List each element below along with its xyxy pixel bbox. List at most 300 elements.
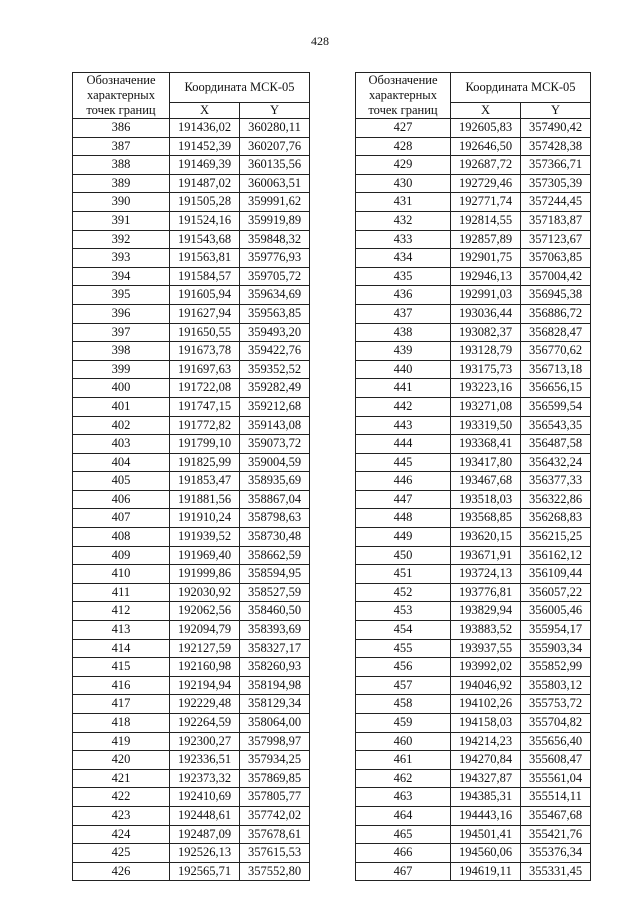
table-row xyxy=(356,435,591,454)
table-row xyxy=(356,416,591,435)
point-number-cell: 434 xyxy=(356,249,451,268)
x-coordinate-cell: 191969,40 xyxy=(170,546,240,565)
table-body-left xyxy=(73,119,310,881)
table-row xyxy=(356,174,591,193)
table-row xyxy=(356,193,591,212)
point-number-cell: 412 xyxy=(73,602,170,621)
table-row xyxy=(356,676,591,695)
y-coordinate-cell: 356543,35 xyxy=(521,416,591,435)
y-coordinate-cell: 359212,68 xyxy=(240,397,310,416)
y-coordinate-cell: 358935,69 xyxy=(240,472,310,491)
y-coordinate-cell: 357004,42 xyxy=(521,267,591,286)
table-row xyxy=(73,230,310,249)
point-number-cell: 443 xyxy=(356,416,451,435)
x-coordinate-cell: 191524,16 xyxy=(170,211,240,230)
x-coordinate-cell: 192487,09 xyxy=(170,825,240,844)
y-coordinate-cell: 357063,85 xyxy=(521,249,591,268)
table-body-right xyxy=(356,119,591,881)
x-coordinate-cell: 193319,50 xyxy=(451,416,521,435)
x-coordinate-cell: 193417,80 xyxy=(451,453,521,472)
coordinates-table-left xyxy=(72,72,310,881)
y-coordinate-cell: 359991,62 xyxy=(240,193,310,212)
y-coordinate-cell: 358594,95 xyxy=(240,565,310,584)
y-coordinate-cell: 357552,80 xyxy=(240,862,310,881)
x-coordinate-cell: 192160,98 xyxy=(170,658,240,677)
x-coordinate-cell: 192526,13 xyxy=(170,844,240,863)
table-row xyxy=(356,732,591,751)
x-coordinate-cell: 193175,73 xyxy=(451,360,521,379)
y-coordinate-cell: 359004,59 xyxy=(240,453,310,472)
point-number-cell: 402 xyxy=(73,416,170,435)
y-coordinate-cell: 357615,53 xyxy=(240,844,310,863)
x-coordinate-cell: 194214,23 xyxy=(451,732,521,751)
x-coordinate-cell: 192194,94 xyxy=(170,676,240,695)
y-coordinate-cell: 358460,50 xyxy=(240,602,310,621)
point-number-cell: 438 xyxy=(356,323,451,342)
y-coordinate-cell: 356057,22 xyxy=(521,583,591,602)
table-row xyxy=(73,825,310,844)
point-number-cell: 432 xyxy=(356,211,451,230)
x-coordinate-cell: 192264,59 xyxy=(170,714,240,733)
point-number-cell: 436 xyxy=(356,286,451,305)
x-coordinate-cell: 192991,03 xyxy=(451,286,521,305)
table-row xyxy=(73,509,310,528)
y-coordinate-cell: 356162,12 xyxy=(521,546,591,565)
point-number-cell: 463 xyxy=(356,788,451,807)
point-number-cell: 417 xyxy=(73,695,170,714)
x-coordinate-cell: 193776,81 xyxy=(451,583,521,602)
table-row xyxy=(73,435,310,454)
x-coordinate-cell: 194619,11 xyxy=(451,862,521,881)
y-coordinate-cell: 358129,34 xyxy=(240,695,310,714)
x-coordinate-cell: 192946,13 xyxy=(451,267,521,286)
x-coordinate-cell: 192814,55 xyxy=(451,211,521,230)
point-number-cell: 454 xyxy=(356,621,451,640)
point-number-cell: 407 xyxy=(73,509,170,528)
point-number-cell: 433 xyxy=(356,230,451,249)
x-coordinate-cell: 192094,79 xyxy=(170,621,240,640)
point-number-cell: 409 xyxy=(73,546,170,565)
y-coordinate-cell: 358393,69 xyxy=(240,621,310,640)
point-number-cell: 395 xyxy=(73,286,170,305)
y-coordinate-cell: 358867,04 xyxy=(240,490,310,509)
x-coordinate-cell: 191452,39 xyxy=(170,137,240,156)
point-number-cell: 426 xyxy=(73,862,170,881)
y-coordinate-cell: 355753,72 xyxy=(521,695,591,714)
table-row xyxy=(356,788,591,807)
x-coordinate-cell: 192410,69 xyxy=(170,788,240,807)
point-number-cell: 425 xyxy=(73,844,170,863)
y-coordinate-cell: 355903,34 xyxy=(521,639,591,658)
x-coordinate-cell: 194102,26 xyxy=(451,695,521,714)
point-number-cell: 389 xyxy=(73,174,170,193)
y-coordinate-cell: 357678,61 xyxy=(240,825,310,844)
point-number-cell: 447 xyxy=(356,490,451,509)
table-row xyxy=(73,714,310,733)
table-row xyxy=(356,472,591,491)
x-coordinate-cell: 192336,51 xyxy=(170,751,240,770)
table-row xyxy=(356,379,591,398)
table-row xyxy=(356,137,591,156)
y-coordinate-cell: 359073,72 xyxy=(240,435,310,454)
point-designation-header: Обозначение характерных точек границ xyxy=(73,73,170,119)
table-row xyxy=(73,546,310,565)
y-coordinate-cell: 356377,33 xyxy=(521,472,591,491)
y-coordinate-cell: 356109,44 xyxy=(521,565,591,584)
y-coordinate-cell: 355852,99 xyxy=(521,658,591,677)
point-number-cell: 414 xyxy=(73,639,170,658)
table-row xyxy=(73,323,310,342)
point-number-cell: 411 xyxy=(73,583,170,602)
table-row xyxy=(73,286,310,305)
x-coordinate-cell: 191697,63 xyxy=(170,360,240,379)
y-coordinate-cell: 358064,00 xyxy=(240,714,310,733)
x-coordinate-cell: 194046,92 xyxy=(451,676,521,695)
x-coordinate-cell: 191505,28 xyxy=(170,193,240,212)
table-row xyxy=(73,658,310,677)
x-coordinate-cell: 192901,75 xyxy=(451,249,521,268)
coordinate-system-header: Координата МСК-05 xyxy=(451,73,591,103)
x-coordinate-cell: 191722,08 xyxy=(170,379,240,398)
point-number-cell: 386 xyxy=(73,119,170,138)
y-coordinate-cell: 357490,42 xyxy=(521,119,591,138)
point-number-cell: 388 xyxy=(73,156,170,175)
y-column-header: Y xyxy=(521,103,591,119)
y-coordinate-cell: 356828,47 xyxy=(521,323,591,342)
table-row xyxy=(73,695,310,714)
point-number-cell: 422 xyxy=(73,788,170,807)
table-row xyxy=(73,267,310,286)
table-row xyxy=(73,583,310,602)
table-row xyxy=(73,304,310,323)
table-row xyxy=(356,621,591,640)
table-row xyxy=(73,862,310,881)
point-number-cell: 420 xyxy=(73,751,170,770)
x-coordinate-cell: 191563,81 xyxy=(170,249,240,268)
table-row xyxy=(356,658,591,677)
point-number-cell: 391 xyxy=(73,211,170,230)
x-coordinate-cell: 194560,06 xyxy=(451,844,521,863)
y-coordinate-cell: 358327,17 xyxy=(240,639,310,658)
point-number-cell: 405 xyxy=(73,472,170,491)
point-number-cell: 455 xyxy=(356,639,451,658)
table-row xyxy=(356,565,591,584)
coordinate-system-header: Координата МСК-05 xyxy=(170,73,310,103)
table-row xyxy=(356,156,591,175)
y-coordinate-cell: 355376,34 xyxy=(521,844,591,863)
point-number-cell: 427 xyxy=(356,119,451,138)
point-number-cell: 401 xyxy=(73,397,170,416)
x-coordinate-cell: 194158,03 xyxy=(451,714,521,733)
x-coordinate-cell: 193082,37 xyxy=(451,323,521,342)
point-number-cell: 451 xyxy=(356,565,451,584)
table-row xyxy=(356,304,591,323)
point-number-cell: 450 xyxy=(356,546,451,565)
table-row xyxy=(356,267,591,286)
table-row xyxy=(356,862,591,881)
x-coordinate-cell: 194385,31 xyxy=(451,788,521,807)
x-coordinate-cell: 192300,27 xyxy=(170,732,240,751)
x-coordinate-cell: 192229,48 xyxy=(170,695,240,714)
x-coordinate-cell: 193467,68 xyxy=(451,472,521,491)
point-designation-header: Обозначение характерных точек границ xyxy=(356,73,451,119)
point-number-cell: 393 xyxy=(73,249,170,268)
x-coordinate-cell: 191543,68 xyxy=(170,230,240,249)
y-coordinate-cell: 357183,87 xyxy=(521,211,591,230)
table-row xyxy=(73,490,310,509)
x-coordinate-cell: 192062,56 xyxy=(170,602,240,621)
y-coordinate-cell: 356215,25 xyxy=(521,528,591,547)
table-row xyxy=(73,137,310,156)
x-coordinate-cell: 191605,94 xyxy=(170,286,240,305)
y-coordinate-cell: 356770,62 xyxy=(521,342,591,361)
x-coordinate-cell: 191825,99 xyxy=(170,453,240,472)
table-row xyxy=(73,732,310,751)
y-coordinate-cell: 358730,48 xyxy=(240,528,310,547)
table-row xyxy=(356,751,591,770)
point-number-cell: 445 xyxy=(356,453,451,472)
table-row xyxy=(356,546,591,565)
x-coordinate-cell: 192729,46 xyxy=(451,174,521,193)
point-number-cell: 431 xyxy=(356,193,451,212)
y-coordinate-cell: 355656,40 xyxy=(521,732,591,751)
table-row xyxy=(356,323,591,342)
table-row xyxy=(73,769,310,788)
point-number-cell: 467 xyxy=(356,862,451,881)
x-column-header: X xyxy=(170,103,240,119)
point-number-cell: 403 xyxy=(73,435,170,454)
table-row xyxy=(73,676,310,695)
point-number-cell: 421 xyxy=(73,769,170,788)
point-number-cell: 429 xyxy=(356,156,451,175)
y-coordinate-cell: 356322,86 xyxy=(521,490,591,509)
table-row xyxy=(73,602,310,621)
page-number: 428 xyxy=(311,34,329,48)
table-row xyxy=(356,342,591,361)
table-row xyxy=(73,416,310,435)
point-number-cell: 418 xyxy=(73,714,170,733)
y-coordinate-cell: 359352,52 xyxy=(240,360,310,379)
point-number-cell: 460 xyxy=(356,732,451,751)
x-coordinate-cell: 192646,50 xyxy=(451,137,521,156)
y-coordinate-cell: 358260,93 xyxy=(240,658,310,677)
point-number-cell: 444 xyxy=(356,435,451,454)
y-coordinate-cell: 357998,97 xyxy=(240,732,310,751)
y-coordinate-cell: 358798,63 xyxy=(240,509,310,528)
table-row xyxy=(356,360,591,379)
table-row xyxy=(73,397,310,416)
point-number-cell: 464 xyxy=(356,806,451,825)
y-coordinate-cell: 357934,25 xyxy=(240,751,310,770)
y-coordinate-cell: 358662,59 xyxy=(240,546,310,565)
table-row xyxy=(356,230,591,249)
point-number-cell: 456 xyxy=(356,658,451,677)
y-coordinate-cell: 355803,12 xyxy=(521,676,591,695)
y-coordinate-cell: 355331,45 xyxy=(521,862,591,881)
table-row xyxy=(356,249,591,268)
y-coordinate-cell: 355467,68 xyxy=(521,806,591,825)
y-coordinate-cell: 359634,69 xyxy=(240,286,310,305)
y-coordinate-cell: 359143,08 xyxy=(240,416,310,435)
y-coordinate-cell: 355954,17 xyxy=(521,621,591,640)
table-row xyxy=(73,472,310,491)
y-coordinate-cell: 357869,85 xyxy=(240,769,310,788)
table-row xyxy=(356,397,591,416)
y-coordinate-cell: 356656,15 xyxy=(521,379,591,398)
x-coordinate-cell: 192373,32 xyxy=(170,769,240,788)
y-coordinate-cell: 360280,11 xyxy=(240,119,310,138)
point-number-cell: 406 xyxy=(73,490,170,509)
x-coordinate-cell: 193671,91 xyxy=(451,546,521,565)
y-coordinate-cell: 356945,38 xyxy=(521,286,591,305)
point-number-cell: 437 xyxy=(356,304,451,323)
table-row xyxy=(356,286,591,305)
point-number-cell: 410 xyxy=(73,565,170,584)
x-coordinate-cell: 191584,57 xyxy=(170,267,240,286)
table-row xyxy=(73,528,310,547)
point-number-cell: 413 xyxy=(73,621,170,640)
point-number-cell: 466 xyxy=(356,844,451,863)
point-number-cell: 415 xyxy=(73,658,170,677)
x-coordinate-cell: 193368,41 xyxy=(451,435,521,454)
x-coordinate-cell: 191747,15 xyxy=(170,397,240,416)
y-coordinate-cell: 359563,85 xyxy=(240,304,310,323)
point-number-cell: 399 xyxy=(73,360,170,379)
table-row xyxy=(73,360,310,379)
point-number-cell: 404 xyxy=(73,453,170,472)
x-coordinate-cell: 194443,16 xyxy=(451,806,521,825)
y-coordinate-cell: 359422,76 xyxy=(240,342,310,361)
y-coordinate-cell: 355514,11 xyxy=(521,788,591,807)
point-number-cell: 396 xyxy=(73,304,170,323)
y-coordinate-cell: 359705,72 xyxy=(240,267,310,286)
y-coordinate-cell: 358527,59 xyxy=(240,583,310,602)
y-coordinate-cell: 359919,89 xyxy=(240,211,310,230)
table-row xyxy=(73,193,310,212)
x-coordinate-cell: 194501,41 xyxy=(451,825,521,844)
x-coordinate-cell: 193518,03 xyxy=(451,490,521,509)
x-coordinate-cell: 191853,47 xyxy=(170,472,240,491)
table-row xyxy=(356,602,591,621)
point-number-cell: 416 xyxy=(73,676,170,695)
point-number-cell: 424 xyxy=(73,825,170,844)
point-number-cell: 398 xyxy=(73,342,170,361)
y-coordinate-cell: 359776,93 xyxy=(240,249,310,268)
point-number-cell: 392 xyxy=(73,230,170,249)
point-number-cell: 423 xyxy=(73,806,170,825)
table-row xyxy=(356,490,591,509)
point-number-cell: 441 xyxy=(356,379,451,398)
y-coordinate-cell: 357742,02 xyxy=(240,806,310,825)
point-number-cell: 394 xyxy=(73,267,170,286)
y-coordinate-cell: 357123,67 xyxy=(521,230,591,249)
point-number-cell: 462 xyxy=(356,769,451,788)
y-coordinate-cell: 357244,45 xyxy=(521,193,591,212)
y-coordinate-cell: 359848,32 xyxy=(240,230,310,249)
x-coordinate-cell: 193036,44 xyxy=(451,304,521,323)
point-number-cell: 400 xyxy=(73,379,170,398)
x-coordinate-cell: 193620,15 xyxy=(451,528,521,547)
x-coordinate-cell: 193223,16 xyxy=(451,379,521,398)
y-coordinate-cell: 356005,46 xyxy=(521,602,591,621)
point-number-cell: 439 xyxy=(356,342,451,361)
x-coordinate-cell: 191999,86 xyxy=(170,565,240,584)
table-row xyxy=(73,453,310,472)
x-coordinate-cell: 193128,79 xyxy=(451,342,521,361)
table-row xyxy=(73,621,310,640)
table-row xyxy=(73,806,310,825)
x-coordinate-cell: 191910,24 xyxy=(170,509,240,528)
y-coordinate-cell: 359493,20 xyxy=(240,323,310,342)
table-row xyxy=(356,509,591,528)
x-column-header: X xyxy=(451,103,521,119)
point-number-cell: 430 xyxy=(356,174,451,193)
x-coordinate-cell: 191799,10 xyxy=(170,435,240,454)
point-number-cell: 442 xyxy=(356,397,451,416)
point-number-cell: 449 xyxy=(356,528,451,547)
point-number-cell: 446 xyxy=(356,472,451,491)
x-coordinate-cell: 191627,94 xyxy=(170,304,240,323)
point-number-cell: 458 xyxy=(356,695,451,714)
table-row xyxy=(356,695,591,714)
table-row xyxy=(73,119,310,138)
table-row xyxy=(356,639,591,658)
y-coordinate-cell: 355561,04 xyxy=(521,769,591,788)
x-coordinate-cell: 192565,71 xyxy=(170,862,240,881)
table-row xyxy=(356,844,591,863)
x-coordinate-cell: 191650,55 xyxy=(170,323,240,342)
y-coordinate-cell: 357805,77 xyxy=(240,788,310,807)
x-coordinate-cell: 194270,84 xyxy=(451,751,521,770)
x-coordinate-cell: 193937,55 xyxy=(451,639,521,658)
y-coordinate-cell: 356487,58 xyxy=(521,435,591,454)
y-coordinate-cell: 356713,18 xyxy=(521,360,591,379)
x-coordinate-cell: 192127,59 xyxy=(170,639,240,658)
x-coordinate-cell: 194327,87 xyxy=(451,769,521,788)
y-coordinate-cell: 360207,76 xyxy=(240,137,310,156)
point-number-cell: 465 xyxy=(356,825,451,844)
x-coordinate-cell: 193829,94 xyxy=(451,602,521,621)
table-row xyxy=(73,788,310,807)
x-coordinate-cell: 191436,02 xyxy=(170,119,240,138)
table-row xyxy=(356,825,591,844)
x-coordinate-cell: 192857,89 xyxy=(451,230,521,249)
y-coordinate-cell: 360063,51 xyxy=(240,174,310,193)
y-coordinate-cell: 360135,56 xyxy=(240,156,310,175)
table-row xyxy=(73,844,310,863)
point-number-cell: 428 xyxy=(356,137,451,156)
x-coordinate-cell: 193271,08 xyxy=(451,397,521,416)
table-row xyxy=(356,769,591,788)
y-coordinate-cell: 355704,82 xyxy=(521,714,591,733)
x-coordinate-cell: 192605,83 xyxy=(451,119,521,138)
point-number-cell: 408 xyxy=(73,528,170,547)
y-coordinate-cell: 355421,76 xyxy=(521,825,591,844)
y-coordinate-cell: 357305,39 xyxy=(521,174,591,193)
x-coordinate-cell: 191487,02 xyxy=(170,174,240,193)
x-coordinate-cell: 191772,82 xyxy=(170,416,240,435)
table-row xyxy=(356,806,591,825)
x-coordinate-cell: 193568,85 xyxy=(451,509,521,528)
y-coordinate-cell: 356432,24 xyxy=(521,453,591,472)
x-coordinate-cell: 192448,61 xyxy=(170,806,240,825)
table-row xyxy=(356,528,591,547)
x-coordinate-cell: 191881,56 xyxy=(170,490,240,509)
table-row xyxy=(73,249,310,268)
table-row xyxy=(73,751,310,770)
table-row xyxy=(73,156,310,175)
point-number-cell: 459 xyxy=(356,714,451,733)
